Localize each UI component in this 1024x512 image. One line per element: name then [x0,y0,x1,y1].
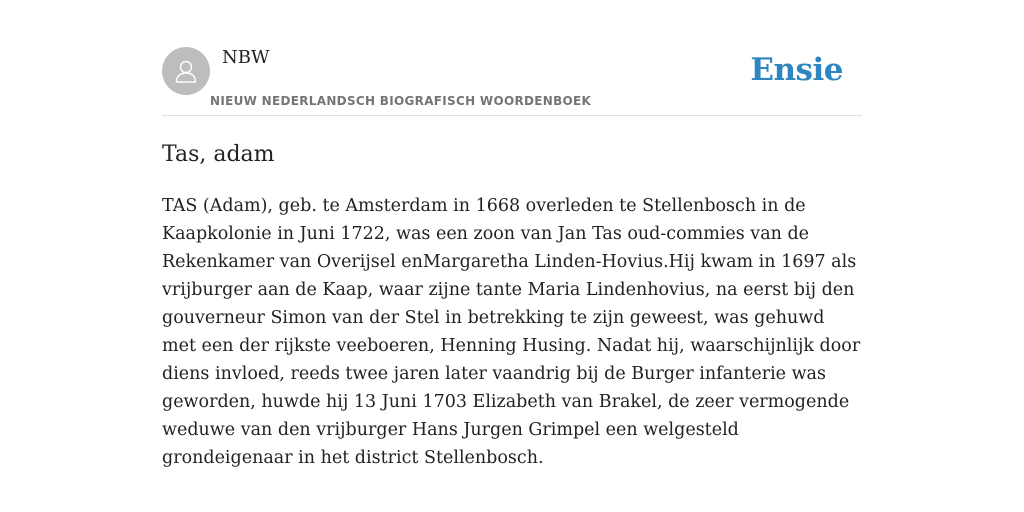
article-body: TAS (Adam), geb. te Amsterdam in 1668 overleden te Stellenbosch in de Kaapkolonie in Juni 1722, was een zoon van Jan Tas oud-commies van de Rekenkamer van Overijsel enMargaretha Linden-Hovius.Hij kwam in 1697 als vrijburger aan de Kaap, waar zijne tante Maria Lindenhovius, na eerst bij den gouverneur Simon van der Stel in betrekking te zijn geweest, was gehuwd met een der rijkste veeboeren, Henning Husing. Nadat hij, waarschijnlijk door diens invloed, reeds twee jaren later vaandrig bij de Burger infanterie was geworden, huwde hij 13 Juni 1703 Elizabeth van Brakel, de zeer vermogende weduwe van den vrijburger Hans Jurgen Grimpel een welgesteld grondeigenaar in het district Stellenbosch. [162,196,861,468]
source-full-name: NIEUW NEDERLANDSCH BIOGRAFISCH WOORDENBOEK [210,94,592,108]
user-icon [173,58,199,84]
article-title: Tas, adam [162,142,275,167]
source-short-name[interactable]: NBW [222,47,270,68]
avatar[interactable] [162,47,210,95]
brand-logo[interactable]: Ensie [750,52,843,88]
source-header [162,0,862,116]
article-card [162,0,862,512]
